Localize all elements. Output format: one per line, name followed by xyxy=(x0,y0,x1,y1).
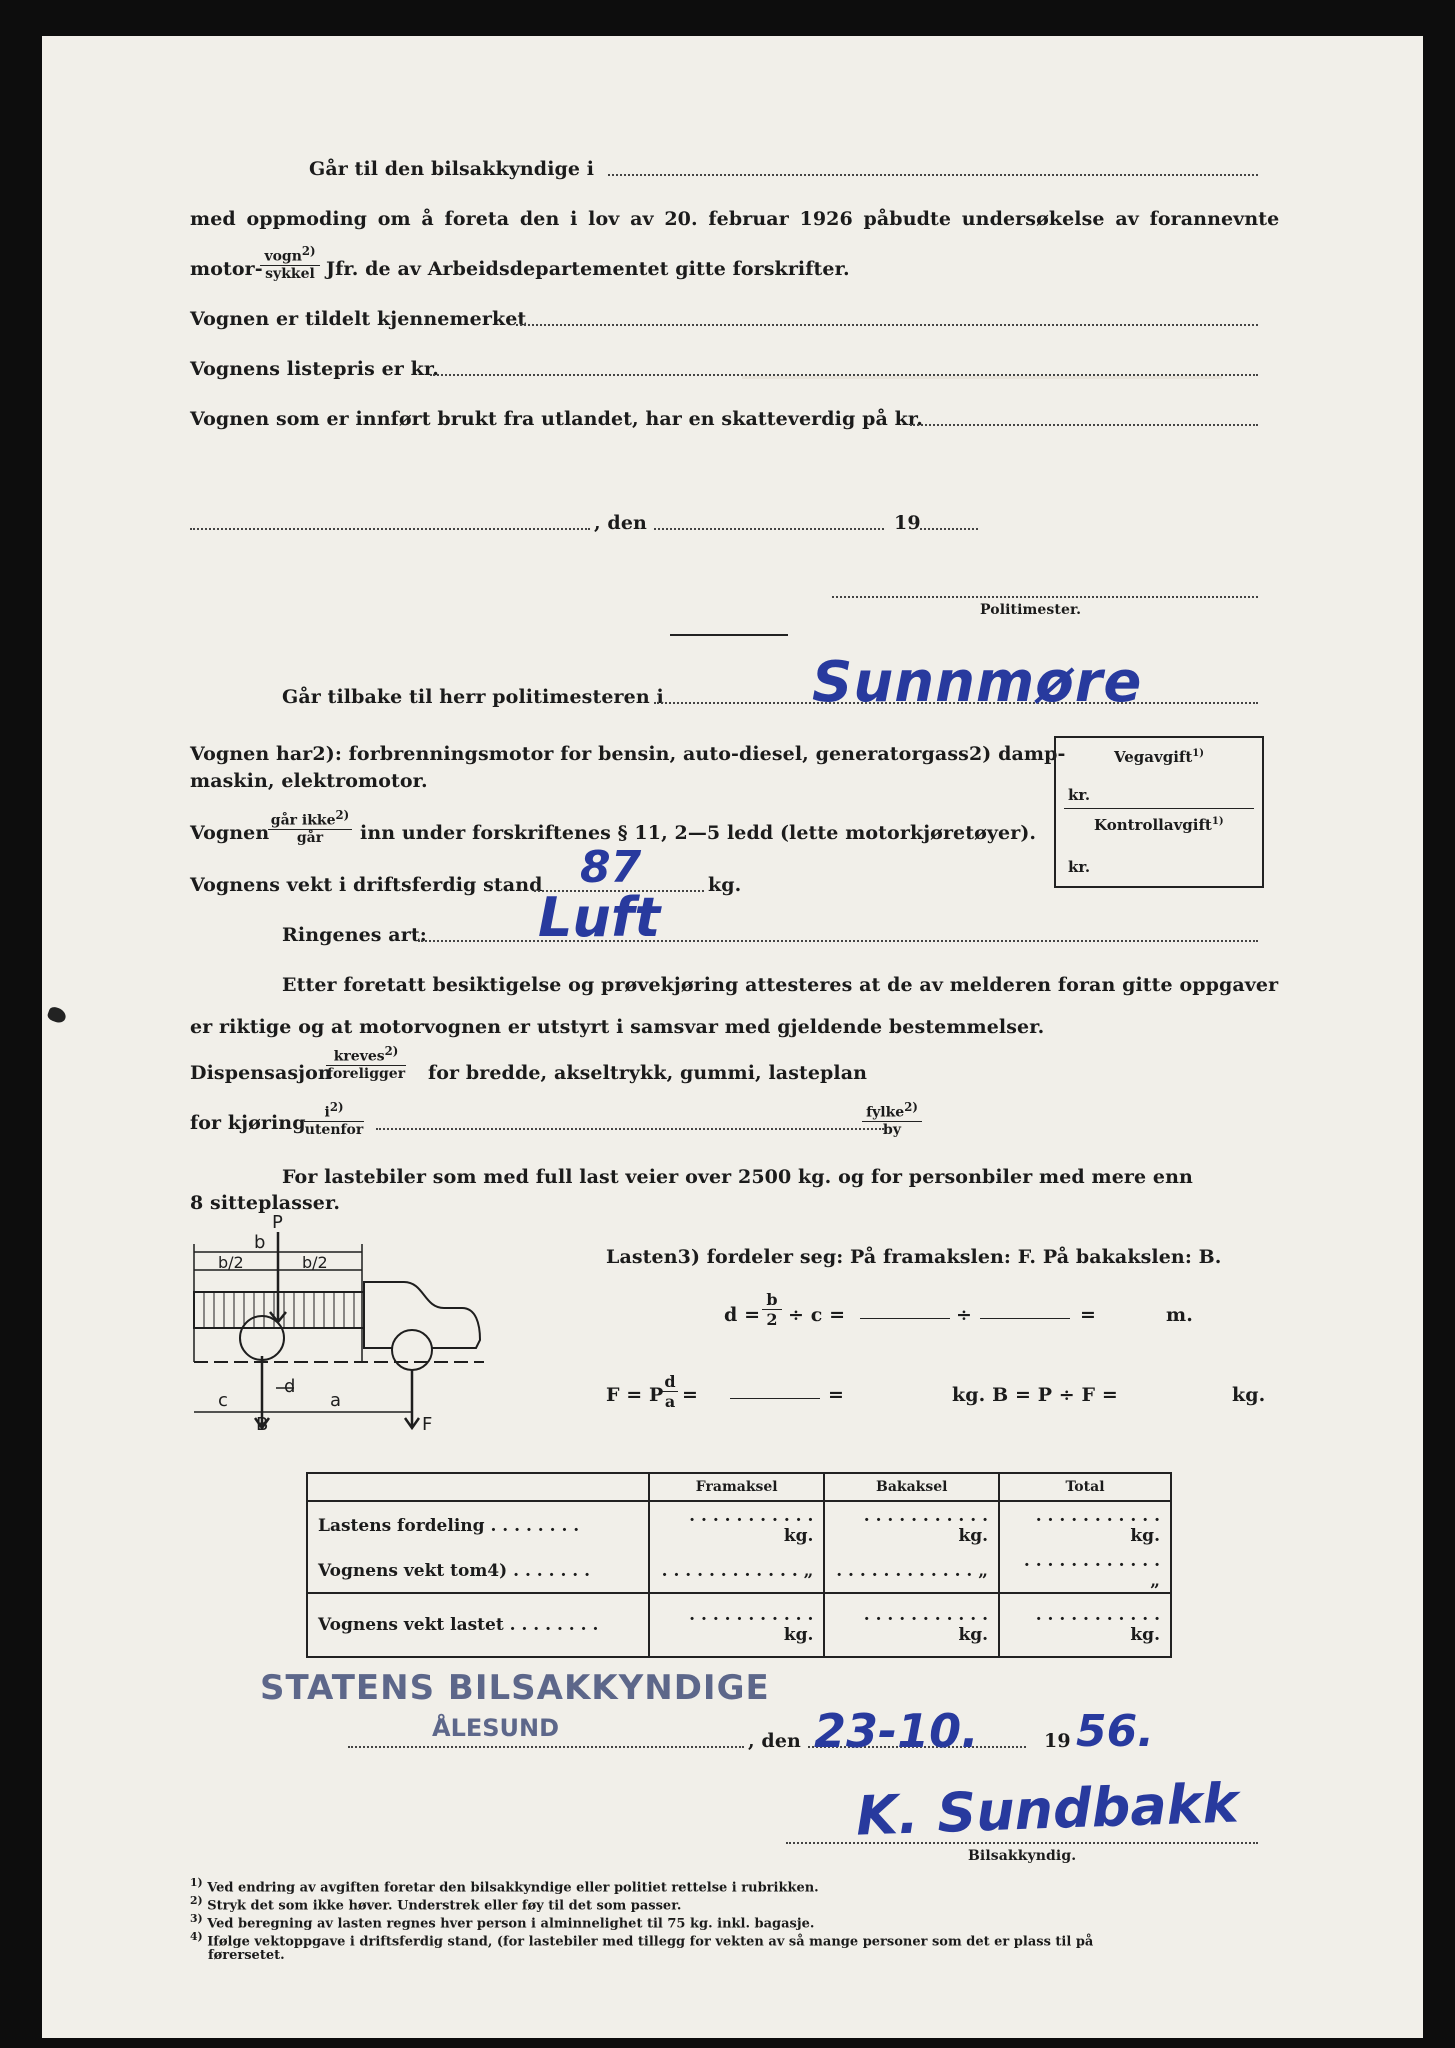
control-fee-kr: kr. xyxy=(1068,858,1091,876)
weight-kg: kg. xyxy=(708,874,742,896)
den-label-2: , den xyxy=(748,1730,801,1752)
table-cell[interactable]: . . . . . . . . . . . kg. xyxy=(649,1501,824,1549)
footnote-4: $^{4)}$ Ifølge vektoppgave i driftsferdig stand, (for lastebiler med tillegg for vekten av så mange personer som det er plass til på xyxy=(190,1930,1094,1950)
meters-unit: m. xyxy=(1166,1304,1193,1326)
attest-line1: Etter foretatt besiktigelse og prøvekjøring attesteres at de av melderen foran gitte oppgaver xyxy=(282,974,1279,996)
expert-signature: K. Sundbakk xyxy=(855,1771,1240,1848)
table-cell[interactable]: . . . . . . . . . . . . „ xyxy=(999,1549,1171,1593)
row-label: Vognens vekt lastet . . . . . . . . xyxy=(307,1593,649,1657)
tires-label: Ringenes art: xyxy=(282,924,427,946)
diagram-label-d: d xyxy=(284,1376,296,1397)
for-driving-label: for kjøring xyxy=(190,1112,306,1134)
request-line: med oppmoding om å foreta den i lov av 20. februar 1926 påbudte undersøkelse av forannevnte xyxy=(190,208,1280,230)
footnote-4-cont: førersetet. xyxy=(208,1948,285,1963)
trucks-line1: For lastebiler som med full last veier over 2500 kg. og for personbiler med mere enn xyxy=(282,1166,1193,1188)
fee-box xyxy=(1054,736,1264,888)
row-label: Lastens fordeling . . . . . . . . xyxy=(307,1501,649,1549)
engine-type-line2: maskin, elektromotor. xyxy=(190,770,428,792)
truck-load-diagram xyxy=(184,1212,604,1432)
kreves-fraction: kreves$^{2)}$ foreligger xyxy=(326,1044,406,1082)
equals-sign: = xyxy=(1080,1304,1097,1326)
punch-mark xyxy=(46,1005,68,1024)
weight-label: Vognens vekt i driftsferdig stand xyxy=(190,874,543,896)
cab-outline xyxy=(364,1282,480,1348)
kg-B-equals: kg. B = P ÷ F = xyxy=(952,1384,1118,1406)
d-equals: d = xyxy=(724,1304,761,1326)
date-handwritten: 23-10. xyxy=(814,1704,979,1758)
year-prefix-1: 19 xyxy=(894,512,921,534)
load-distribution-intro: Lasten3) fordeler seg: På framakslen: F. På bakakslen: B. xyxy=(606,1246,1222,1268)
weight-handwritten: 87 xyxy=(580,842,642,893)
list-price-field[interactable] xyxy=(430,374,1258,376)
footnote-1: $^{1)}$ Ved endring av avgiften foretar den bilsakkyndige eller politiet rettelse i rubrikken. xyxy=(190,1876,819,1896)
F-equals-P: F = P xyxy=(606,1384,664,1406)
table-row xyxy=(307,1549,1171,1593)
den-label-1: , den xyxy=(594,512,647,534)
year-prefix-2: 19 xyxy=(1044,1730,1071,1752)
gar-ikke-fraction: går ikke$^{2)}$ går xyxy=(268,808,352,846)
police-signature-field[interactable] xyxy=(832,596,1258,598)
attest-line2: er riktige og at motorvognen er utstyrt i samsvar med gjeldende bestemmelser. xyxy=(190,1016,1045,1038)
dispensation-label: Dispensasjon xyxy=(190,1062,332,1084)
date-field-1[interactable] xyxy=(654,528,884,530)
tires-handwritten: Luft xyxy=(538,886,661,949)
F-equals-2: = xyxy=(682,1384,699,1406)
section-divider xyxy=(670,634,788,636)
place-field-2[interactable] xyxy=(348,1746,744,1748)
year-handwritten: 56. xyxy=(1076,1706,1154,1757)
header-framaksel: Framaksel xyxy=(649,1473,824,1501)
table-row xyxy=(307,1593,1171,1657)
office-stamp-line2: ÅLESUND xyxy=(432,1714,560,1742)
district-handwritten: Sunnmøre xyxy=(812,650,1143,715)
table-corner xyxy=(307,1473,649,1501)
goes-back-label: Går tilbake til herr politimesteren i xyxy=(282,686,664,708)
diagram-label-F: F xyxy=(422,1414,433,1432)
diagram-label-b: b xyxy=(254,1232,266,1253)
diagram-label-B: B xyxy=(256,1414,269,1432)
list-price-label: Vognens listepris er kr. xyxy=(190,358,439,380)
expert-location-field[interactable] xyxy=(608,174,1258,176)
imported-value-field[interactable] xyxy=(910,424,1258,426)
table-cell[interactable]: . . . . . . . . . . . kg. xyxy=(649,1593,824,1657)
front-axle-arrow xyxy=(405,1370,419,1428)
b-over-2-fraction: $\frac{b}{2}$ xyxy=(762,1290,782,1329)
table-cell[interactable]: . . . . . . . . . . . kg. xyxy=(999,1501,1171,1549)
F-equals-3: = xyxy=(828,1384,845,1406)
motor-prefix: motor- xyxy=(190,258,263,280)
year-field-1[interactable] xyxy=(920,528,978,530)
d-blank-2[interactable] xyxy=(980,1318,1070,1319)
header-bakaksel: Bakaksel xyxy=(824,1473,999,1501)
fylke-by-fraction: fylke$^{2)}$ by xyxy=(862,1100,922,1138)
diagram-label-b2-left: b/2 xyxy=(218,1253,244,1272)
diagram-label-P: P xyxy=(272,1212,283,1233)
imported-value-label: Vognen som er innført brukt fra utlandet, har en skatteverdig på kr. xyxy=(190,408,923,430)
d-over-a-fraction: $\frac{d}{a}$ xyxy=(662,1372,678,1411)
table-cell[interactable]: . . . . . . . . . . . kg. xyxy=(824,1501,999,1549)
engine-type-line1: Vognen har2): forbrenningsmotor for bensin, auto-diesel, generatorgass2) damp- xyxy=(190,743,1066,765)
header-total: Total xyxy=(999,1473,1171,1501)
diagram-label-b2-right: b/2 xyxy=(302,1253,328,1272)
road-fee-kr: kr. xyxy=(1068,786,1091,804)
light-vehicle-text: inn under forskriftenes § 11, 2—5 ledd (lette motorkjøretøyer). xyxy=(360,822,1037,844)
footnote-3: $^{3)}$ Ved beregning av lasten regnes hver person i alminnelighet til 75 kg. inkl. bagasje. xyxy=(190,1912,815,1932)
kg-end: kg. xyxy=(1232,1384,1266,1406)
minus-c: ÷ c = xyxy=(788,1304,846,1326)
trucks-line2: 8 sitteplasser. xyxy=(190,1192,341,1214)
form-page xyxy=(42,36,1423,2038)
expert-title: Bilsakkyndig. xyxy=(968,1848,1077,1864)
table-cell[interactable]: . . . . . . . . . . . . „ xyxy=(824,1549,999,1593)
front-wheel xyxy=(392,1330,432,1370)
d-blank-1[interactable] xyxy=(860,1318,950,1319)
i-utenfor-fraction: $i^{2)}$ utenfor xyxy=(304,1100,364,1138)
control-fee-label: Kontrollavgift$^{1)}$ xyxy=(1094,816,1224,834)
table-cell[interactable]: . . . . . . . . . . . kg. xyxy=(999,1593,1171,1657)
place-field[interactable] xyxy=(190,528,590,530)
office-stamp-line1: STATENS BILSAKKYNDIGE xyxy=(260,1668,770,1708)
goes-to-expert-label: Går til den bilsakkyndige i xyxy=(309,158,595,180)
registration-mark-label: Vognen er tildelt kjennemerket xyxy=(190,308,527,330)
footnote-2: $^{2)}$ Stryk det som ikke høver. Understrek eller føy til det som passer. xyxy=(190,1894,682,1914)
vognen-label: Vognen xyxy=(190,822,270,844)
row-label: Vognens vekt tom4) . . . . . . . xyxy=(307,1549,649,1593)
divide-sign: ÷ xyxy=(956,1304,973,1326)
regulations-text: Jfr. de av Arbeidsdepartementet gitte forskrifter. xyxy=(326,258,850,280)
diagram-label-c: c xyxy=(218,1390,228,1411)
table-cell[interactable]: . . . . . . . . . . . . „ xyxy=(649,1549,824,1593)
table-row xyxy=(307,1501,1171,1549)
vogn-sykkel-fraction: vogn$^{2)}$ sykkel xyxy=(260,244,320,282)
road-fee-label: Vegavgift$^{1)}$ xyxy=(1114,748,1204,766)
area-field[interactable] xyxy=(376,1128,884,1130)
dispensation-rest: for bredde, akseltrykk, gummi, lasteplan xyxy=(428,1062,868,1084)
police-chief-title: Politimester. xyxy=(980,602,1082,618)
diagram-label-a: a xyxy=(330,1390,342,1411)
load-table xyxy=(306,1472,1172,1658)
registration-mark-field[interactable] xyxy=(516,324,1258,326)
table-cell[interactable]: . . . . . . . . . . . kg. xyxy=(824,1593,999,1657)
F-blank[interactable] xyxy=(730,1398,820,1399)
